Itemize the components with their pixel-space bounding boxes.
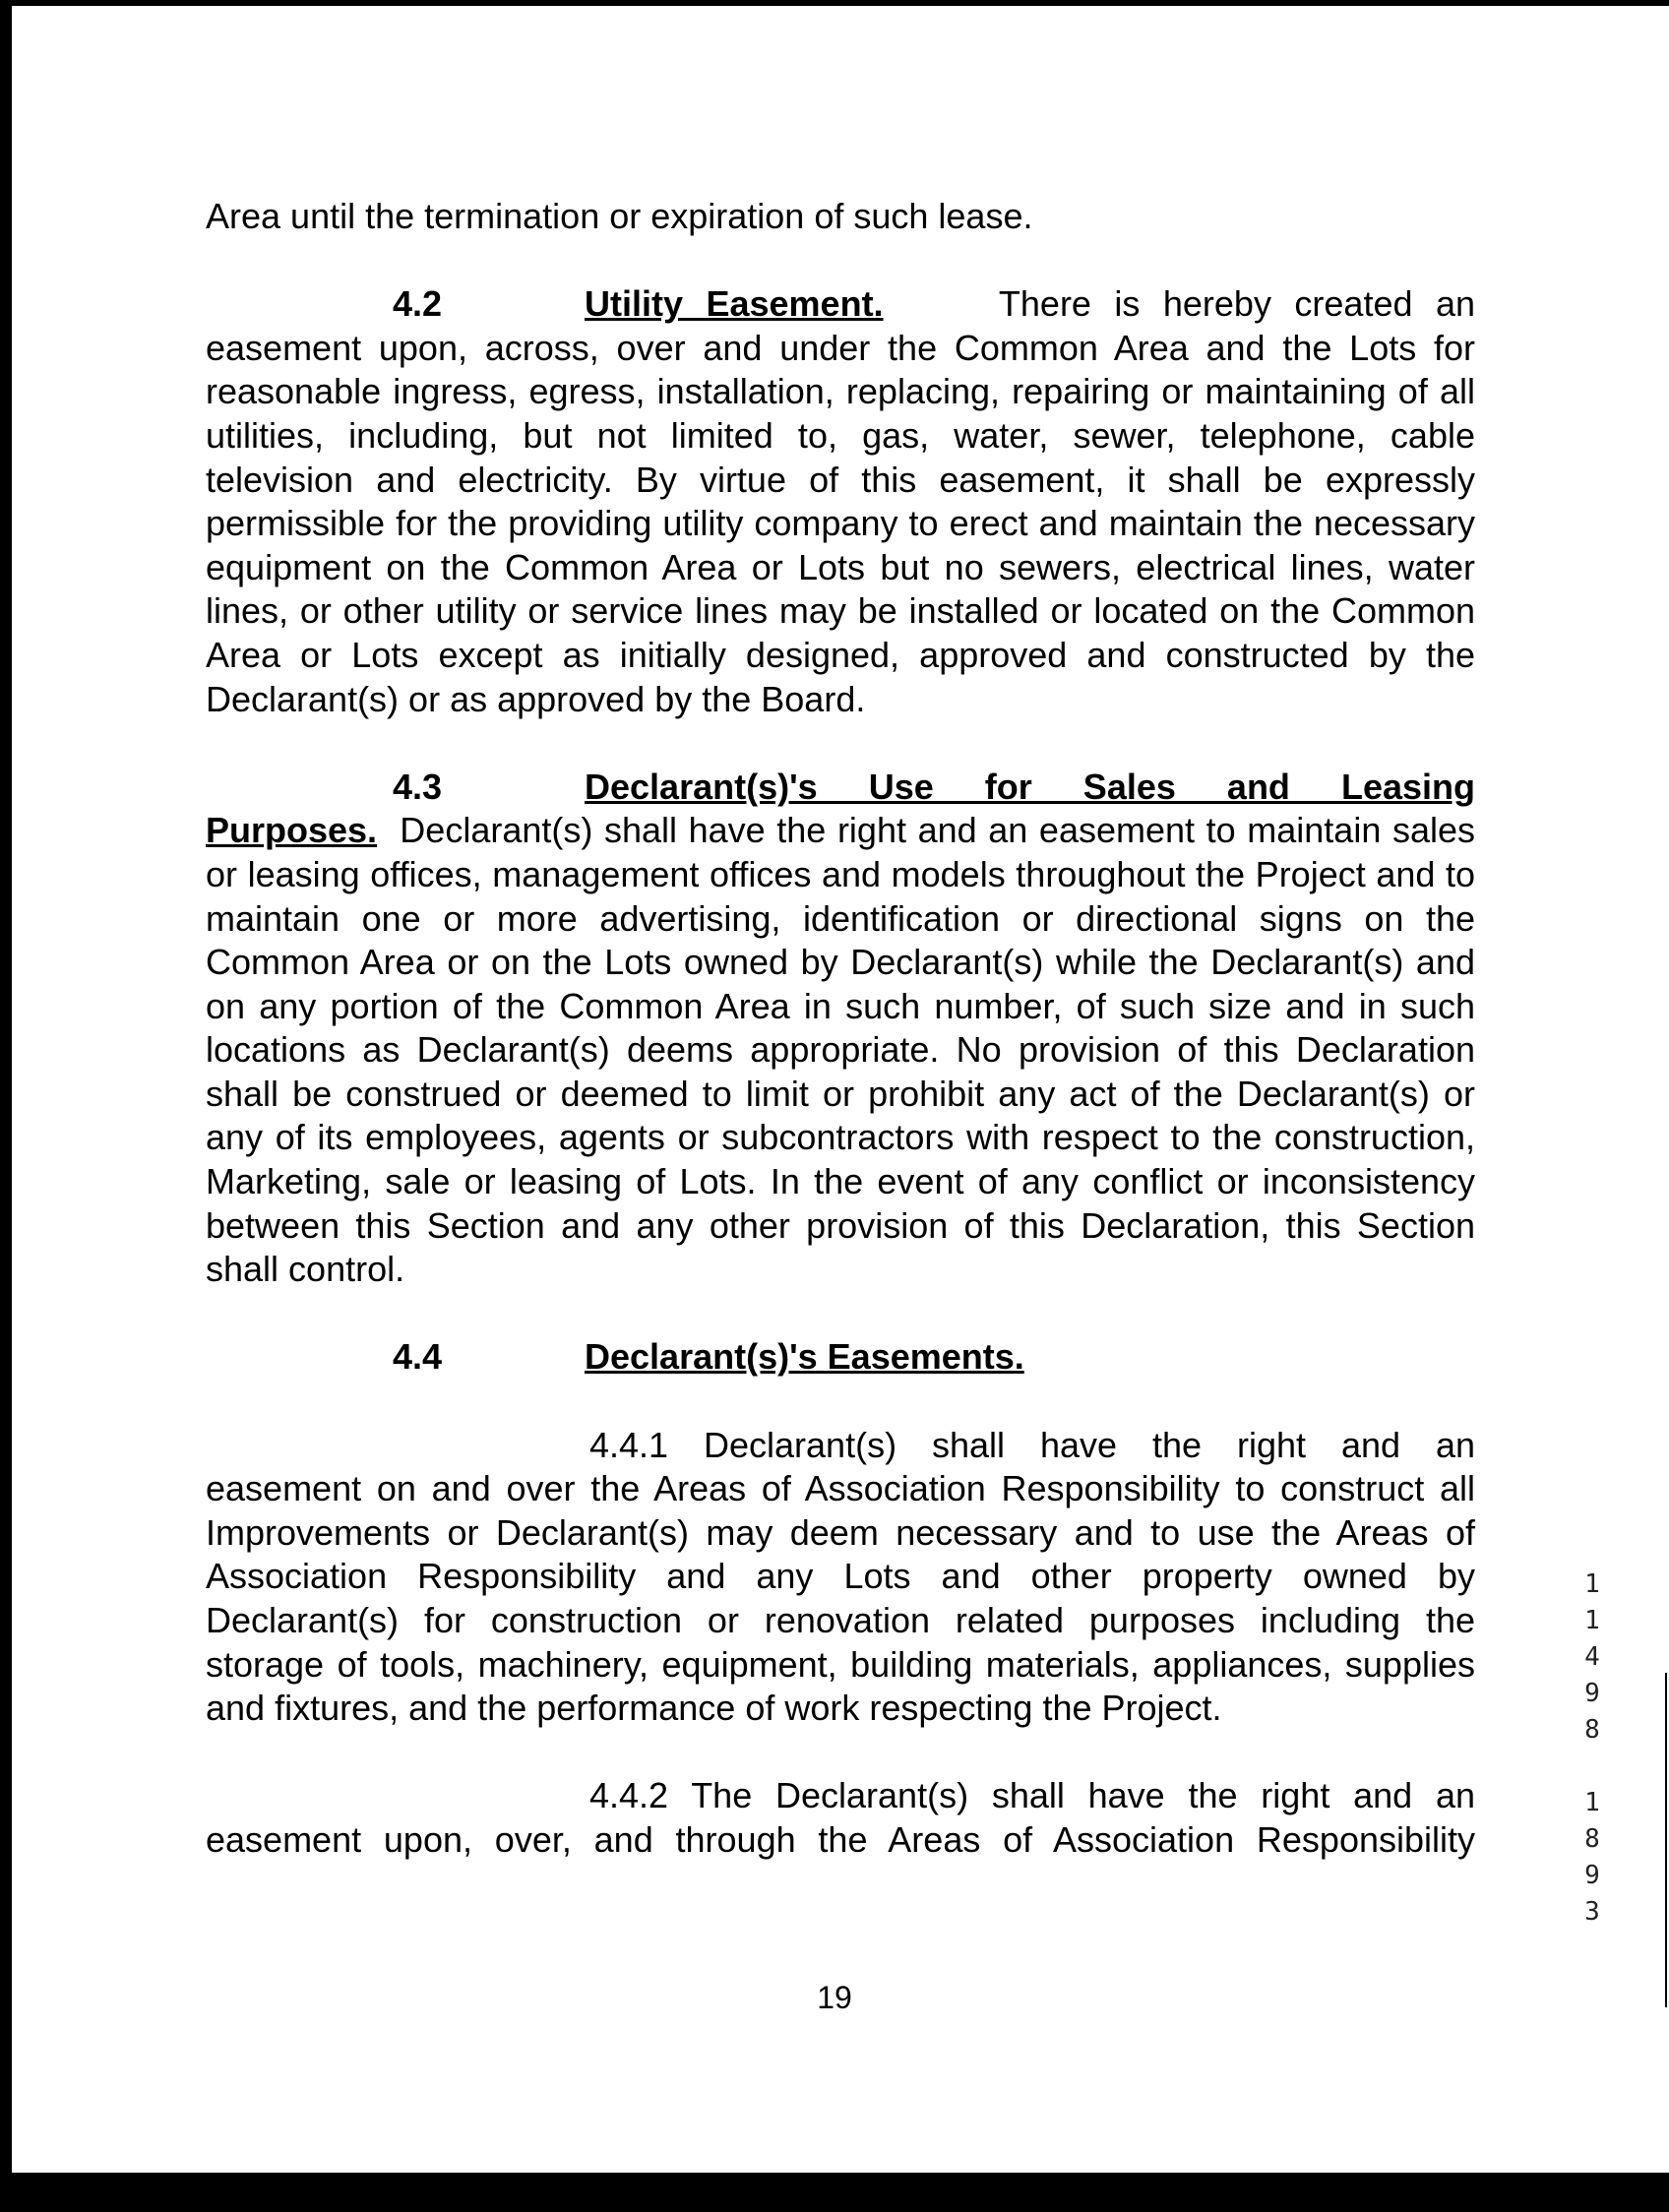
section-4-4-heading-line: [206, 1335, 1475, 1380]
continuation-paragraph: Area until the termination or expiration of such lease.: [206, 196, 1033, 236]
section-4-4-number: 4.4: [393, 1336, 443, 1378]
section-4-4-2-body: easement upon, over, and through the Areas of Association Responsibility: [206, 1818, 1475, 1860]
stamp-digit: 4: [1584, 1642, 1600, 1672]
section-4-2-heading-line: [206, 282, 1475, 327]
scan-border-bottom: [0, 2173, 1669, 2212]
stamp-digit: 3: [1584, 1897, 1600, 1927]
scan-line-right: [1665, 1673, 1667, 2007]
section-4-3-number: 4.3: [393, 766, 443, 807]
stamp-digit: 9: [1584, 1861, 1600, 1890]
section-4-4-1-first-text: 4.4.1 Declarant(s) shall have the right and an: [589, 1424, 1475, 1465]
section-4-2-title: Utility Easement.: [585, 283, 884, 325]
stamp-digit: 1: [1584, 1606, 1600, 1635]
section-4-3-body: Declarant(s) shall have the right and an easement to maintain sales or leasing offices, management offices and models throughout the Project and to maintain one or more advertising, identification or directional signs on the Common Area or on the Lots owned by Declarant(s) while the Declarant(s) and on any portion of the Common Area in such number, of such size and in such locations as Declarant(s) deems appropriate. No provision of this Declaration shall be construed or deemed to limit or prohibit any act of the Declarant(s) or any of its employees, agents or subcontractors with respect to the construction, Marketing, sale or leasing of Lots. In the event of any conflict or inconsistency between this Section and any other provision of this Declaration, this Section shall control.: [206, 810, 1475, 1290]
stamp-digit: 9: [1584, 1679, 1600, 1708]
stamp-digit: 8: [1584, 1715, 1600, 1745]
stamp-digit: 1: [1584, 1788, 1600, 1817]
page-number: 19: [817, 1980, 852, 2015]
stamp-digit: 1: [1584, 1569, 1600, 1599]
document-body: [206, 195, 1475, 1863]
scan-border-left: [0, 0, 12, 2212]
section-4-4-1-first-line: [206, 1424, 1475, 1468]
section-4-3-heading-line: [206, 766, 1475, 810]
stamp-digit: 8: [1584, 1824, 1600, 1854]
section-4-4-1-body: easement on and over the Areas of Association Responsibility to construct all Improvements or Declarant(s) may deem necessary and to use the Areas of Association Responsibility and any Lots and other property owned by Declarant(s) for construction or renovation related purposes including the storage of tools, machinery, equipment, building materials, appliances, supplies and fixtures, and the performance of work respecting the Project.: [206, 1468, 1475, 1729]
section-4-2-first-line-text: There is hereby created an: [998, 283, 1476, 325]
scan-border-top: [0, 0, 1669, 6]
margin-recording-stamp: [1573, 1567, 1612, 1931]
section-4-3-title-line1: Declarant(s)'s Use for Sales and Leasing: [585, 766, 1475, 807]
section-4-4-2-first-text: 4.4.2 The Declarant(s) shall have the right and an: [589, 1775, 1475, 1816]
section-4-3-body-paragraph: [206, 809, 1475, 1292]
section-4-4-title: Declarant(s)'s Easements.: [585, 1336, 1024, 1378]
section-4-3-title-line2: Purposes.: [206, 810, 378, 851]
section-4-4-2-first-line: [206, 1774, 1475, 1818]
stamp-gap: [1573, 1749, 1612, 1785]
section-4-2-body: easement upon, across, over and under the Common Area and the Lots for reasonable ingress, egress, installation, replacing, repairing or maintaining of all utilities, including, but not limited to, gas, water, sewer, telephone, cable television and electricity. By virtue of this easement, it shall be expressly permissible for the providing utility company to erect and maintain the necessary equipment on the Common Area or Lots but no sewers, electrical lines, water lines, or other utility or service lines may be installed or located on the Common Area or Lots except as initially designed, approved and constructed by the Declarant(s) or as approved by the Board.: [206, 327, 1475, 719]
section-4-2-number: 4.2: [393, 283, 443, 325]
